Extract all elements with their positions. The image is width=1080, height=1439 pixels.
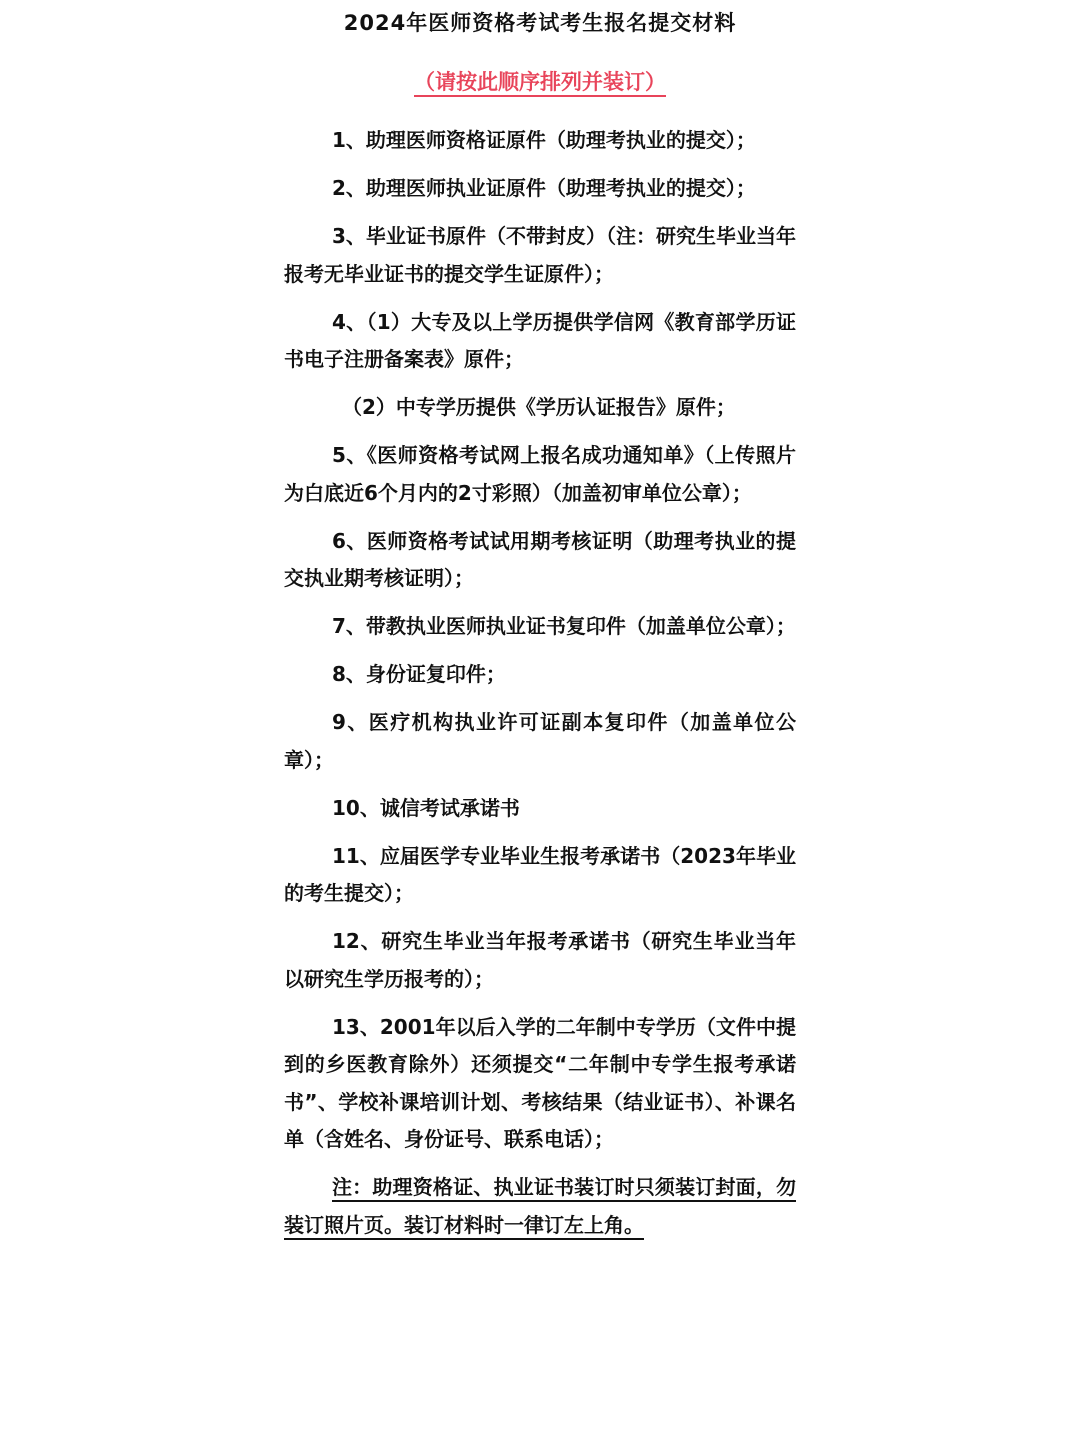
list-item-6: 6、医师资格考试试用期考核证明（助理考执业的提交执业期考核证明）； [284, 528, 796, 590]
list-item-3: 3、毕业证书原件（不带封皮）（注：研究生毕业当年报考无毕业证书的提交学生证原件）； [284, 224, 796, 286]
materials-list [284, 122, 796, 1244]
list-item-10: 10、诚信考试承诺书 [332, 795, 520, 820]
binding-note [284, 1169, 796, 1244]
page-title: 2024年医师资格考试考生报名提交材料 [343, 11, 737, 35]
subtitle-text: （请按此顺序排列并装订） [414, 70, 666, 97]
page-subtitle [0, 66, 1080, 98]
list-item-4-sub: （2）中专学历提供《学历认证报告》原件； [342, 395, 736, 419]
binding-note-text: 注：助理资格证、执业证书装订时只须装订封面，勿装订照片页。装订材料时一律订左上角。 [284, 1175, 796, 1237]
list-item-4: 4、（1）大专及以上学历提供学信网《教育部学历证书电子注册备案表》原件； [284, 309, 796, 371]
list-item-8: 8、身份证复印件； [332, 662, 506, 686]
list-item-12: 12、研究生毕业当年报考承诺书（研究生毕业当年以研究生学历报考的）； [284, 929, 796, 991]
list-item-5: 5、《医师资格考试网上报名成功通知单》（上传照片为白底近6个月内的2寸彩照）（加盖初审单位公章）； [284, 443, 796, 505]
list-item-1: 1、助理医师资格证原件（助理考执业的提交）； [332, 128, 756, 152]
list-item-13: 13、2001年以后入学的二年制中专学历（文件中提到的乡医教育除外）还须提交“二年制中专学生报考承诺书”、学校补课培训计划、考核结果（结业证书）、补课名单（含姓名、身份证号、联系电话）； [284, 1014, 796, 1151]
list-item-7: 7、带教执业医师执业证书复印件（加盖单位公章）； [332, 614, 796, 638]
list-item-11: 11、应届医学专业毕业生报考承诺书（2023年毕业的考生提交）； [284, 843, 796, 905]
list-item-9: 9、医疗机构执业许可证副本复印件（加盖单位公章）； [284, 710, 796, 772]
list-item-2: 2、助理医师执业证原件（助理考执业的提交）； [332, 176, 756, 200]
